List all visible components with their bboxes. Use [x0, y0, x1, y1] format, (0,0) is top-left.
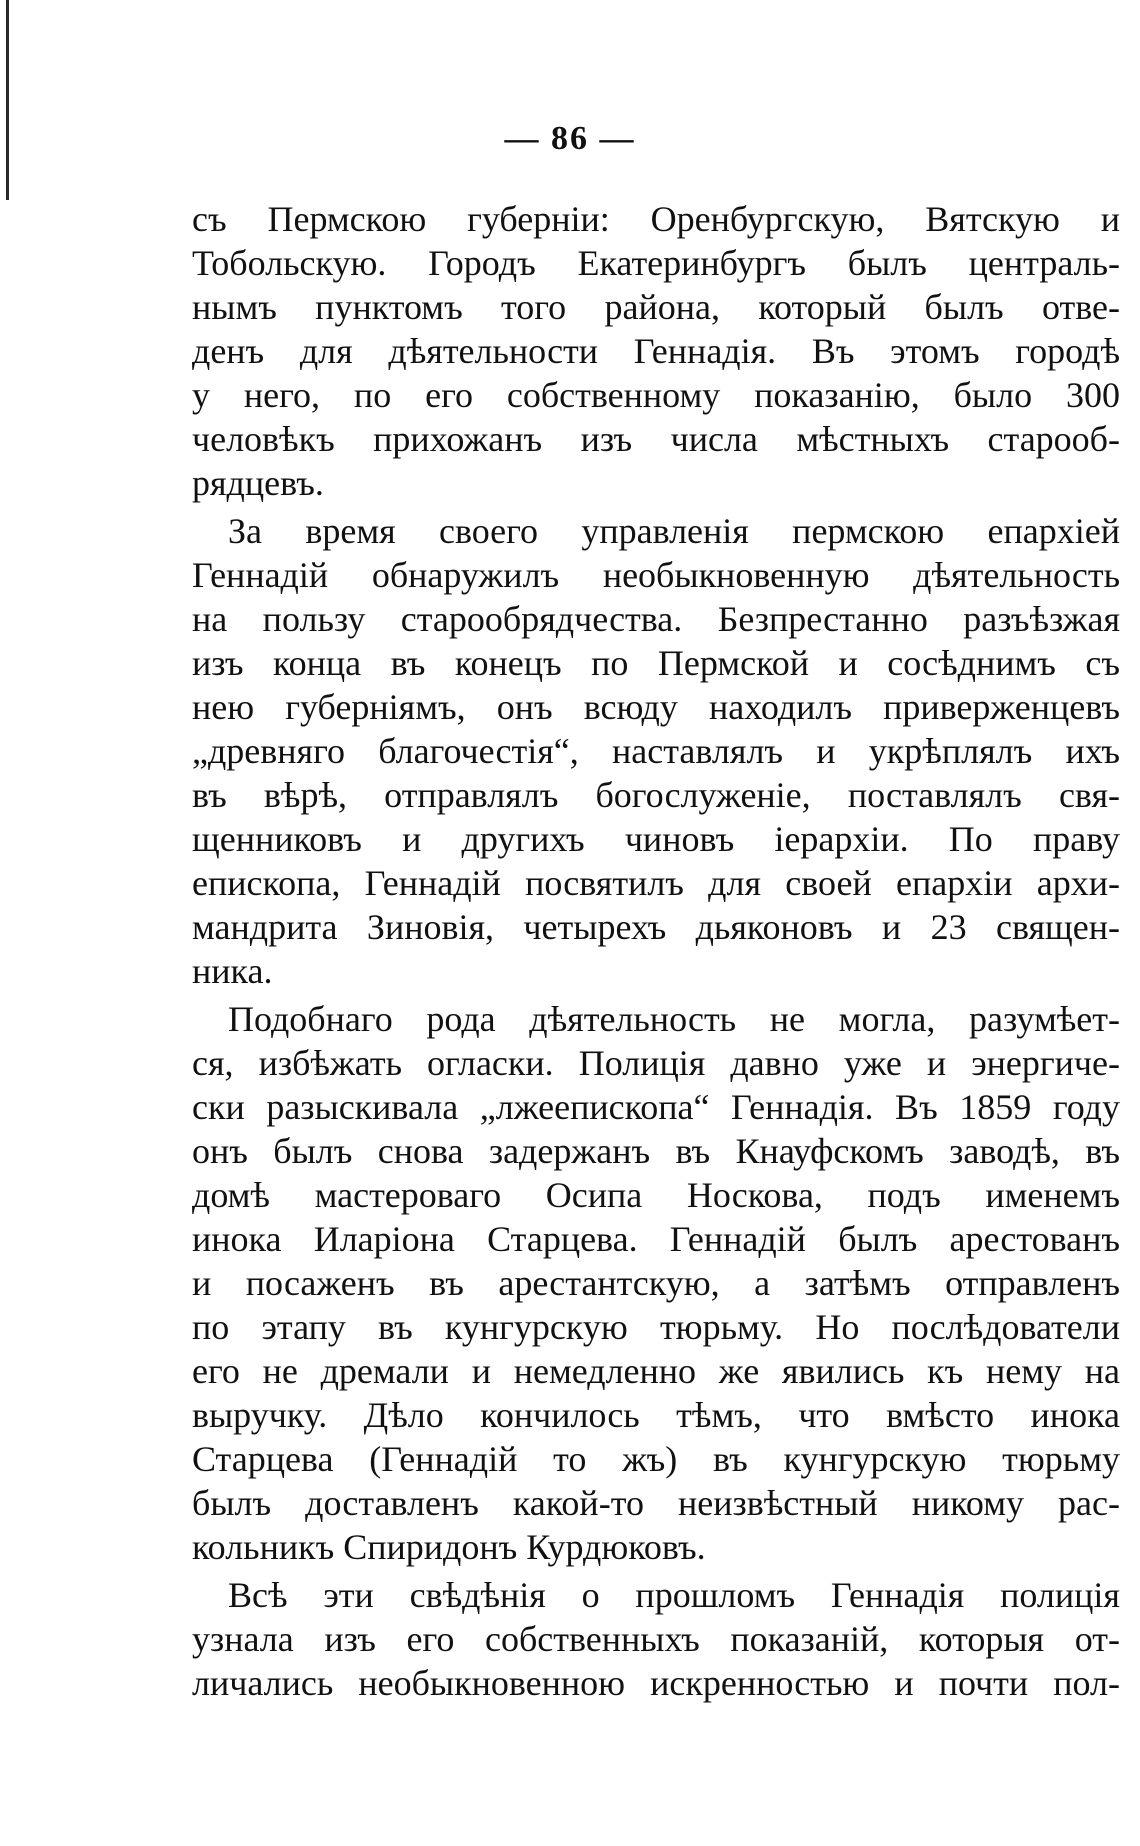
text-line: по этапу въ кунгурскую тюрьму. Но послѣдователи: [192, 1307, 1120, 1347]
text-line: онъ былъ снова задержанъ въ Кнауфскомъ заводѣ, въ: [192, 1131, 1120, 1171]
text-line: человѣкъ прихожанъ изъ числа мѣстныхъ старооб-: [192, 419, 1120, 459]
text-line: кольникъ Спиридонъ Курдюковъ.: [192, 1527, 706, 1567]
text-line: нею губерніямъ, онъ всюду находилъ приверженцевъ: [192, 687, 1120, 727]
text-line: рядцевъ.: [192, 463, 324, 503]
paragraph-3: [192, 997, 1120, 1569]
text-line: щенниковъ и другихъ чиновъ іерархіи. По праву: [192, 819, 1120, 859]
paragraph-2: [192, 509, 1120, 993]
text-line: Подобнаго рода дѣятельность не могла, разумѣет-: [228, 999, 1120, 1039]
text-line: выручку. Дѣло кончилось тѣмъ, что вмѣсто инока: [192, 1395, 1120, 1435]
text-line: его не дремали и немедленно же явились къ нему на: [192, 1351, 1120, 1391]
text-line: личались необыкновенною искренностью и почти пол-: [192, 1663, 1120, 1703]
text-line: въ вѣрѣ, отправлялъ богослуженіе, поставлялъ свя-: [192, 775, 1120, 815]
text-line: денъ для дѣятельности Геннадія. Въ этомъ городѣ: [192, 331, 1120, 371]
text-line: Всѣ эти свѣдѣнія о прошломъ Геннадія полиція: [228, 1575, 1120, 1615]
text-line: былъ доставленъ какой-то неизвѣстный никому рас-: [192, 1483, 1120, 1523]
text-line: инока Иларіона Старцева. Геннадій былъ арестованъ: [192, 1219, 1120, 1259]
text-line: ски разыскивала „лжеепископа“ Геннадія. Въ 1859 году: [192, 1087, 1120, 1127]
text-line: Старцева (Геннадій то жъ) въ кунгурскую тюрьму: [192, 1439, 1120, 1479]
text-line: епископа, Геннадій посвятилъ для своей епархіи архи-: [192, 863, 1120, 903]
text-line: на пользу старообрядчества. Безпрестанно разъѣзжая: [192, 599, 1120, 639]
text-line: „древняго благочестія“, наставлялъ и укрѣплялъ ихъ: [192, 731, 1120, 771]
text-line: ника.: [192, 951, 273, 991]
text-line: домѣ мастероваго Осипа Носкова, подъ именемъ: [192, 1175, 1120, 1215]
text-line: и посаженъ въ арестантскую, а затѣмъ отправленъ: [192, 1263, 1120, 1303]
page-number: — 86 —: [504, 120, 636, 157]
text-line: За время своего управленія пермскою епархіей: [228, 511, 1120, 551]
text-line: съ Пермскою губерніи: Оренбургскую, Вятскую и: [192, 199, 1120, 239]
paragraph-1: [192, 197, 1120, 505]
text-line: ся, избѣжать огласки. Полиція давно уже и энергиче-: [192, 1043, 1120, 1083]
paragraph-4: [192, 1573, 1120, 1705]
text-line: Тобольскую. Городъ Екатеринбургъ былъ централь-: [192, 243, 1120, 283]
body-text: [192, 197, 1120, 1705]
text-line: мандрита Зиновія, четырехъ дьяконовъ и 23 священ-: [192, 907, 1120, 947]
text-line: узнала изъ его собственныхъ показаній, которыя от-: [192, 1619, 1120, 1659]
text-line: у него, по его собственному показанію, было 300: [192, 375, 1120, 415]
text-line: изъ конца въ конецъ по Пермской и сосѣднимъ съ: [192, 643, 1120, 683]
text-line: нымъ пунктомъ того района, который былъ отве-: [192, 287, 1120, 327]
text-line: Геннадій обнаружилъ необыкновенную дѣятельность: [192, 555, 1120, 595]
